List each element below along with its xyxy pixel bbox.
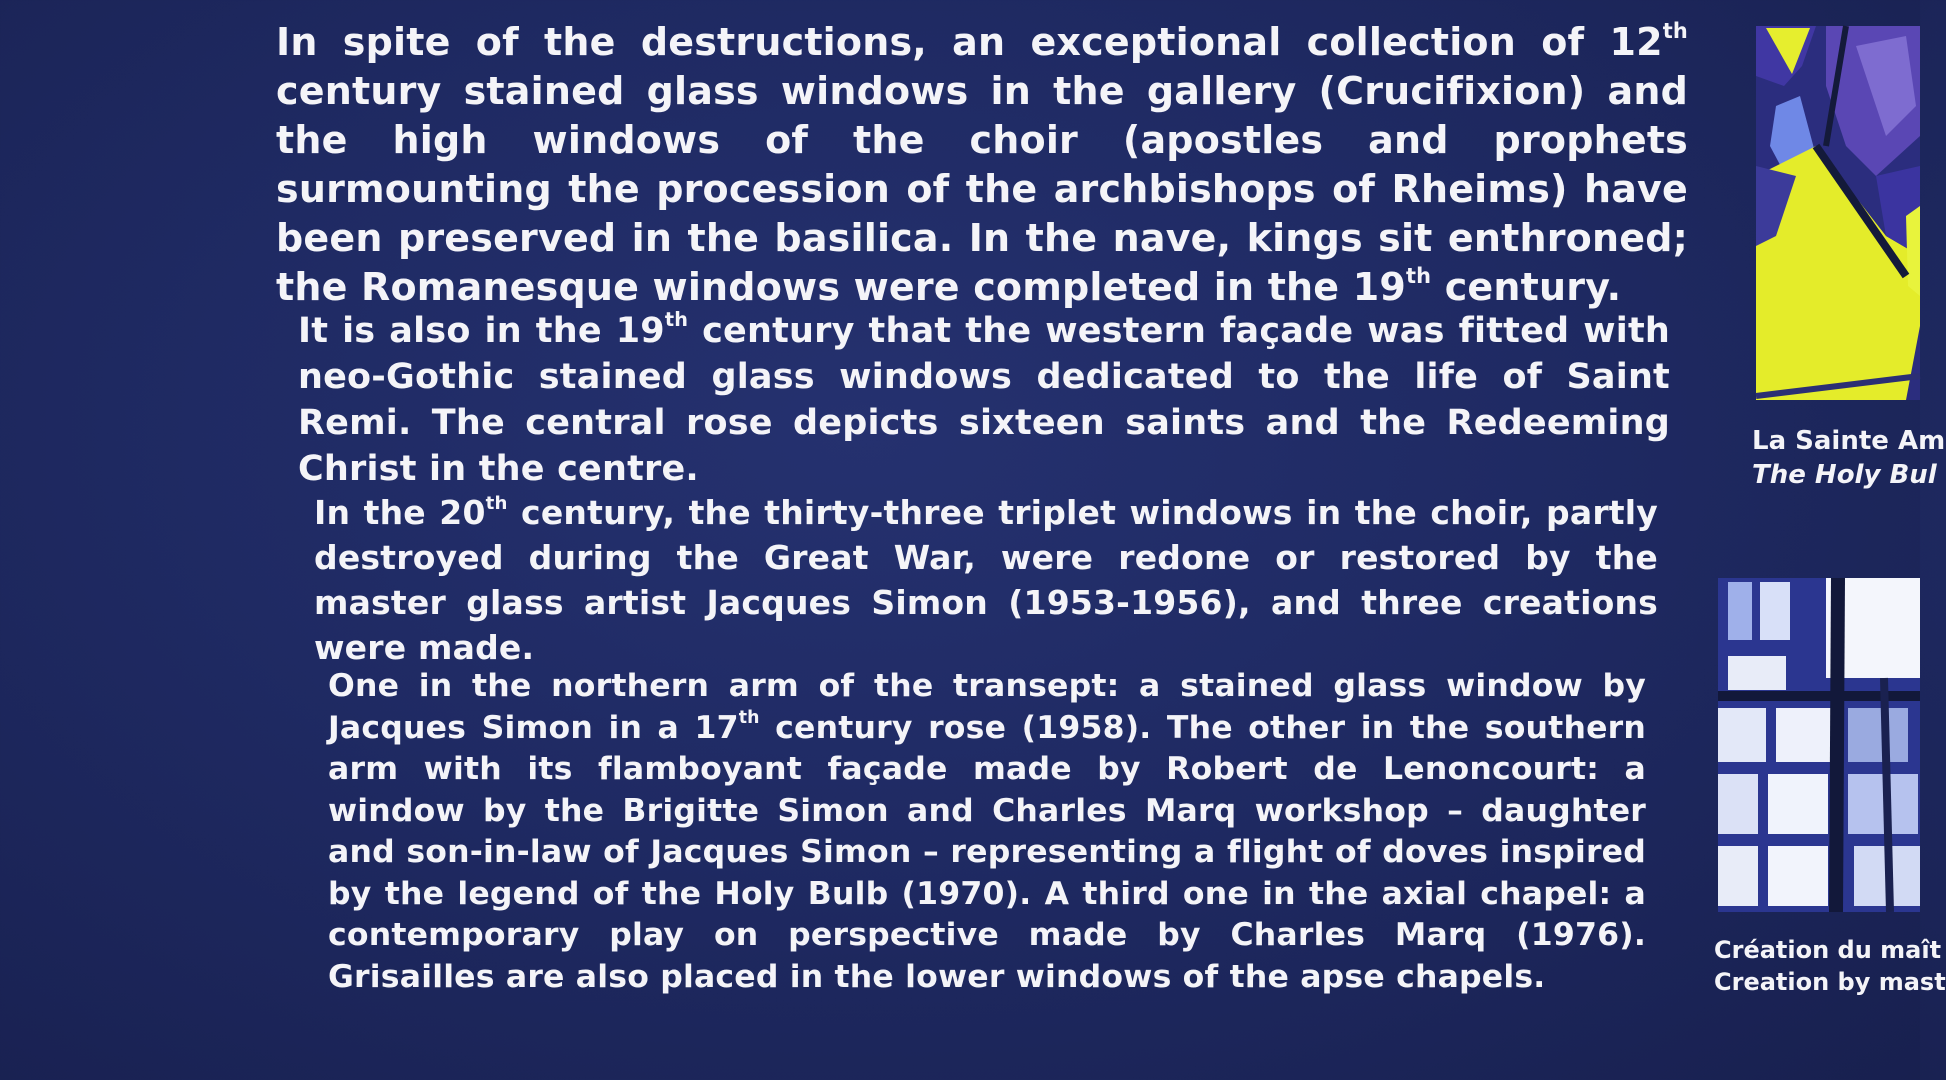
stained-glass-grid-image — [1718, 578, 1920, 912]
stained-glass-photo-master-creation — [1718, 578, 1920, 912]
paragraph-12th-century-windows — [276, 18, 1688, 312]
stained-glass-yellow-image — [1756, 26, 1920, 400]
paragraph-text: century, the thirty-three triplet windows in the choir, partly destroyed during the Great War, were redone or restored by the master glass artist Jacques Simon (1953-1956), and three creations were made. — [314, 493, 1658, 667]
ordinal-suffix: th — [1662, 19, 1688, 44]
paragraph-three-creations — [328, 666, 1646, 998]
paragraph-text: century stained glass windows in the gallery (Crucifixion) and the high windows of the choir (apostles and prophets surmounting the procession of the archbishops of Rheims) have been preserved in the basilica. In the nave, kings sit enthroned; the Romanesque windows were completed in the 19 — [276, 69, 1688, 309]
caption-master-creation — [1714, 934, 1946, 998]
paragraph-text: It is also in the 19 — [298, 311, 665, 351]
ordinal-suffix: th — [664, 308, 689, 332]
ordinal-suffix: th — [738, 708, 760, 729]
paragraph-text: century rose (1958). The other in the southern arm with its flamboyant façade made by Robert de Lenoncourt: a window by the Brigitte Simon and Charles Marq workshop – daughter and son-in-law of Jacques Simon – representing a flight of doves inspired by the legend of the Holy Bulb (1970). A third one in the axial chapel: a contemporary play on perspective made by Charles Marq (1976). Grisailles are also placed in the lower windows of the apse chapels. — [328, 709, 1646, 995]
paragraph-20th-century-choir — [314, 490, 1658, 670]
ordinal-suffix: th — [1406, 264, 1432, 289]
paragraph-text: In spite of the destructions, an exceptional collection of 12 — [276, 20, 1663, 64]
paragraph-text: One in the northern arm of the transept: a stained glass window by Jacques Simon in a 17 — [328, 668, 1646, 746]
caption-line-english: Creation by mast — [1714, 968, 1946, 996]
paragraph-text: In the 20 — [314, 493, 486, 532]
ordinal-suffix: th — [485, 493, 508, 515]
paragraph-19th-century-facade — [298, 308, 1670, 492]
caption-line-english: The Holy Bul — [1752, 460, 1937, 490]
stained-glass-photo-holy-ampulla — [1756, 26, 1920, 400]
caption-line-french: La Sainte Am — [1752, 426, 1946, 456]
paragraph-text: century that the western façade was fitted with neo-Gothic stained glass windows dedicated to the life of Saint Remi. The central rose depicts sixteen saints and the Redeeming Christ in the centre. — [298, 311, 1670, 489]
paragraph-text: century. — [1431, 265, 1622, 309]
caption-holy-ampulla — [1752, 424, 1945, 492]
caption-line-french: Création du maît — [1714, 936, 1942, 964]
